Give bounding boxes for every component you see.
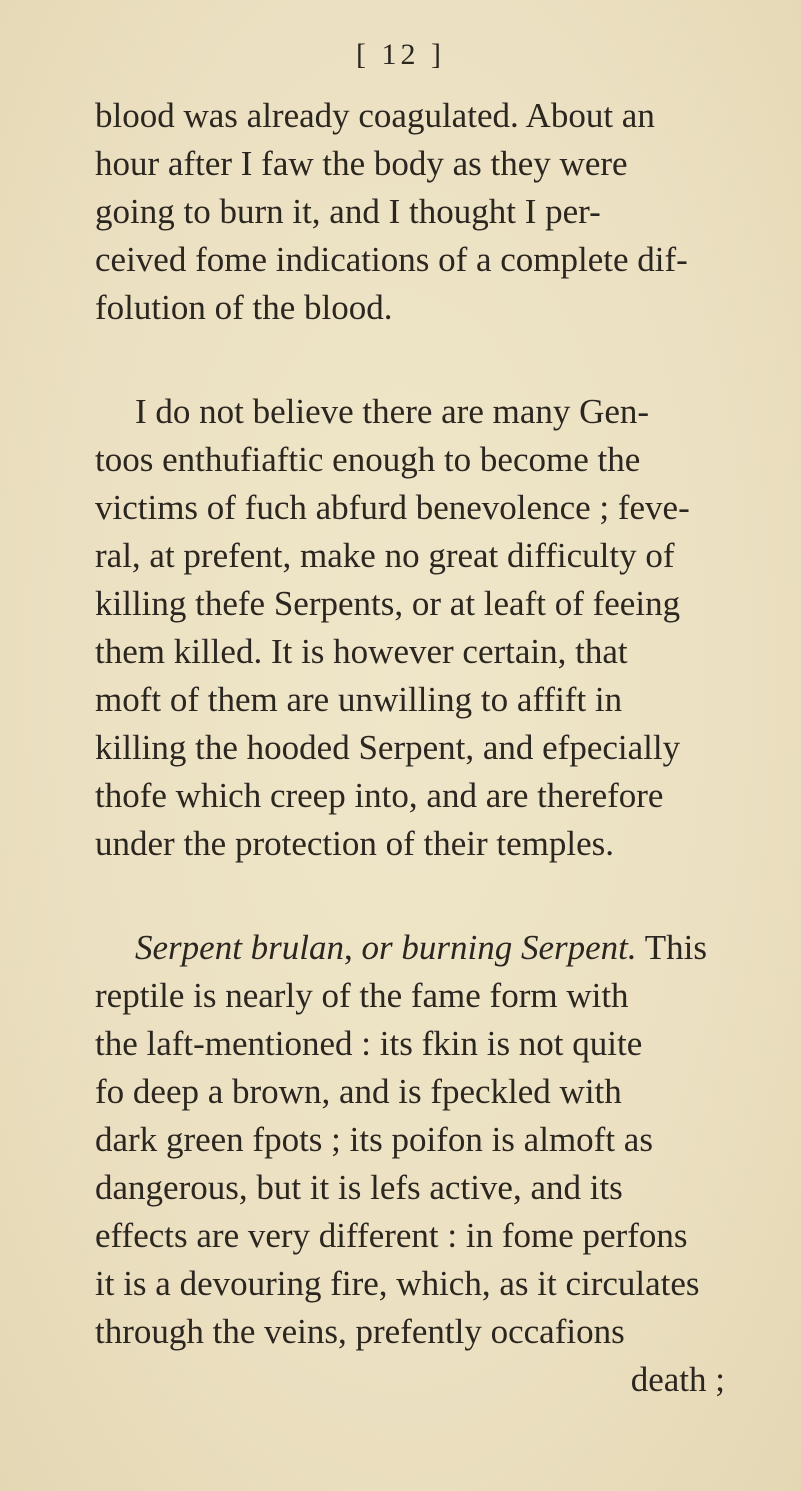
text-line: blood was already coagulated. About an [95, 96, 655, 135]
text-line: killing thefe Serpents, or at leaft of feeing [95, 584, 681, 623]
text-line: under the protection of their temples. [95, 824, 615, 863]
text-line: reptile is nearly of the fame form with [95, 976, 629, 1015]
page-number-header: [ 12 ] [356, 38, 445, 71]
text-line: killing the hooded Serpent, and efpecially [95, 728, 681, 767]
text-line: ral, at prefent, make no great difficulty of [95, 536, 675, 575]
species-name-italic: Serpent brulan [135, 928, 345, 967]
paragraph-1 [95, 92, 795, 332]
catchword: death ; [630, 1360, 725, 1399]
text-line: through the veins, prefently occafions [95, 1312, 625, 1351]
text-line: effects are very different : in fome perfons [95, 1216, 688, 1255]
paragraph-gap [95, 868, 795, 924]
text-line: hour after I faw the body as they were [95, 144, 628, 183]
paragraph-gap [95, 332, 795, 388]
page-body [95, 92, 795, 1404]
text-line [95, 924, 795, 972]
text-line: dangerous, but it is lefs active, and its [95, 1168, 623, 1207]
paragraph-3 [95, 924, 795, 1404]
text-line: dark green fpots ; its poifon is almoft as [95, 1120, 653, 1159]
text-line: thofe which creep into, and are therefore [95, 776, 664, 815]
text-line: fo deep a brown, and is fpeckled with [95, 1072, 622, 1111]
text-line: it is a devouring fire, which, as it circulates [95, 1264, 700, 1303]
text-line: ceived fome indications of a complete dif- [95, 240, 688, 279]
sentence-start: This [636, 928, 707, 967]
species-alias-italic: or burning Serpent. [361, 928, 637, 967]
text-line: toos enthufiaftic enough to become the [95, 440, 641, 479]
text-line: going to burn it, and I thought I per- [95, 192, 601, 231]
text-line: the laft-mentioned : its fkin is not quite [95, 1024, 643, 1063]
text-line: them killed. It is however certain, that [95, 632, 628, 671]
text-line: victims of fuch abfurd benevolence ; feve- [95, 488, 690, 527]
separator-text: , [344, 928, 362, 967]
text-line: moft of them are unwilling to affift in [95, 680, 623, 719]
text-line: folution of the blood. [95, 288, 393, 327]
paragraph-2 [95, 388, 795, 868]
text-line: I do not believe there are many Gen- [135, 392, 650, 431]
